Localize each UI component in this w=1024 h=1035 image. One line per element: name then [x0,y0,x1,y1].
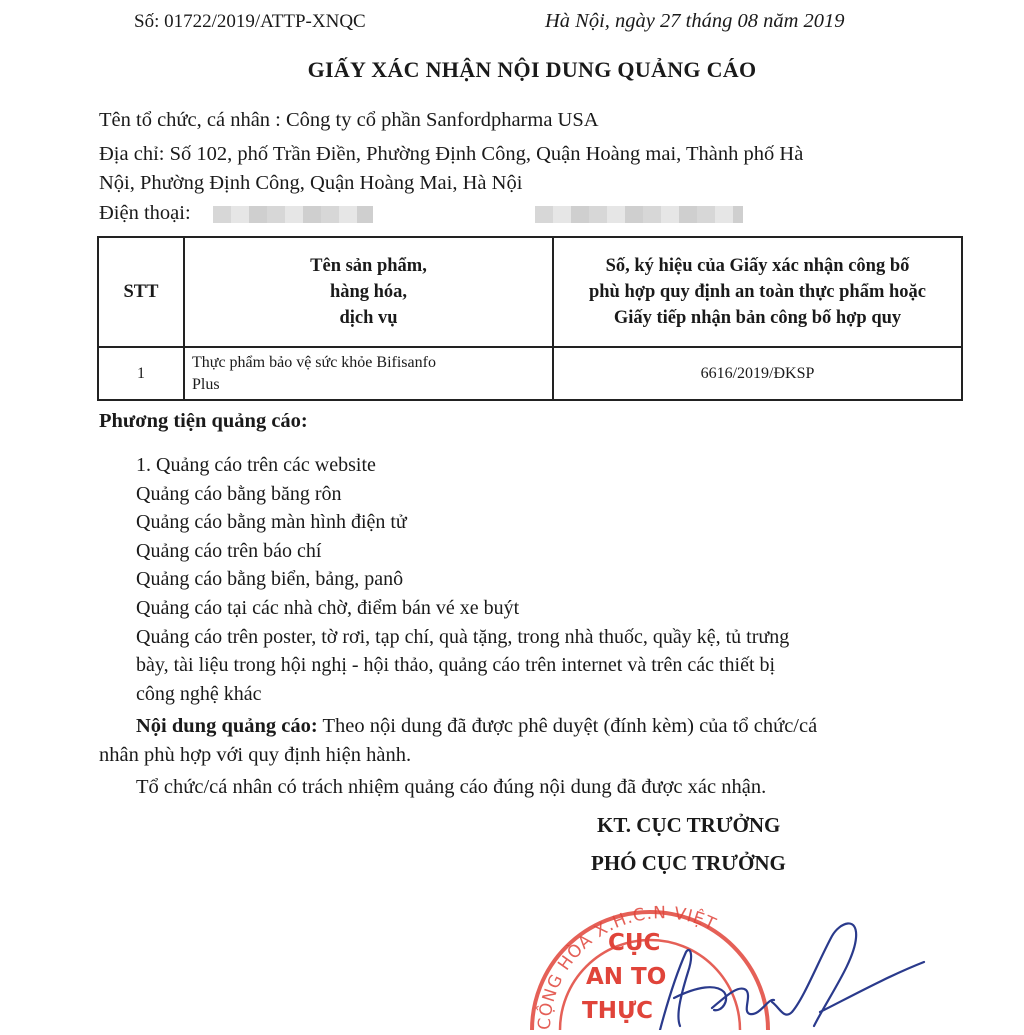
stamp-center-line-3: THỰC [582,998,654,1024]
media-list [136,451,966,708]
content-label: Nội dung quảng cáo: [136,715,318,737]
row-stt: 1 [98,347,184,400]
org-address-line-2: Nội, Phường Định Công, Quận Hoàng Mai, Hà Nội [99,172,523,194]
table-row [98,347,962,400]
responsibility-text: Tổ chức/cá nhân có trách nhiệm quảng cáo đúng nội dung đã được xác nhận. [136,776,767,798]
signature-title: KT. CỤC TRƯỞNG [597,813,781,837]
media-heading: Phương tiện quảng cáo: [99,410,308,432]
redacted-phone-2 [535,206,743,223]
document-number: Số: 01722/2019/ATTP-XNQC [134,11,366,32]
row-cert: 6616/2019/ĐKSP [553,347,962,400]
redacted-phone-1 [213,206,373,223]
list-item: Quảng cáo bằng biển, bảng, panô [136,568,404,591]
signature-subtitle: PHÓ CỤC TRƯỞNG [591,851,786,875]
content-line-1 [136,715,817,738]
content-line-2: nhân phù hợp với quy định hiện hành. [99,744,412,766]
list-item: Quảng cáo trên báo chí [136,539,322,562]
stamp-ring-text: CỘNG HÒA X.H.C.N VIỆT [534,903,720,1030]
org-name: Tên tổ chức, cá nhân : Công ty cổ phần Sanfordpharma USA [99,109,599,131]
header-cert: Số, ký hiệu của Giấy xác nhận công bố phù hợp quy định an toàn thực phẩm hoặc Giấy tiếp nhận bản công bố hợp quy [553,237,962,347]
list-item: công nghệ khác [136,682,262,705]
header-product: Tên sản phẩm, hàng hóa, dịch vụ [184,237,553,347]
list-item: 1. Quảng cáo trên các website [136,454,376,476]
list-item: Quảng cáo tại các nhà chờ, điểm bán vé xe buýt [136,596,520,619]
page-title: GIẤY XÁC NHẬN NỘI DUNG QUẢNG CÁO [307,57,757,82]
phone-label: Điện thoại: [99,202,191,224]
stamp-center-line-2: AN TO [586,964,667,990]
header-stt: STT [98,237,184,347]
content-text: Theo nội dung đã được phê duyệt (đính kèm) của tổ chức/cá [317,715,818,737]
product-table [97,236,963,401]
row-product: Thực phẩm bảo vệ sức khỏe Bifisanfo Plus [184,347,553,400]
place-date: Hà Nội, ngày 27 tháng 08 năm 2019 [545,10,845,32]
list-item: Quảng cáo trên poster, tờ rơi, tạp chí, quà tặng, trong nhà thuốc, quầy kệ, tủ trưng [136,625,790,648]
list-item: Quảng cáo bằng băng rôn [136,482,342,505]
list-item: bày, tài liệu trong hội nghị - hội thảo, quảng cáo trên internet và trên các thiết bị [136,654,776,677]
signature-strokes [660,923,924,1030]
org-address-line-1: Địa chỉ: Số 102, phố Trần Điền, Phường Định Công, Quận Hoàng mai, Thành phố Hà [99,143,804,165]
stamp-center-line-1: CỤC [608,930,661,956]
list-item: Quảng cáo bằng màn hình điện tử [136,511,407,534]
official-stamp [528,880,1008,1035]
table-header-row [98,237,962,347]
